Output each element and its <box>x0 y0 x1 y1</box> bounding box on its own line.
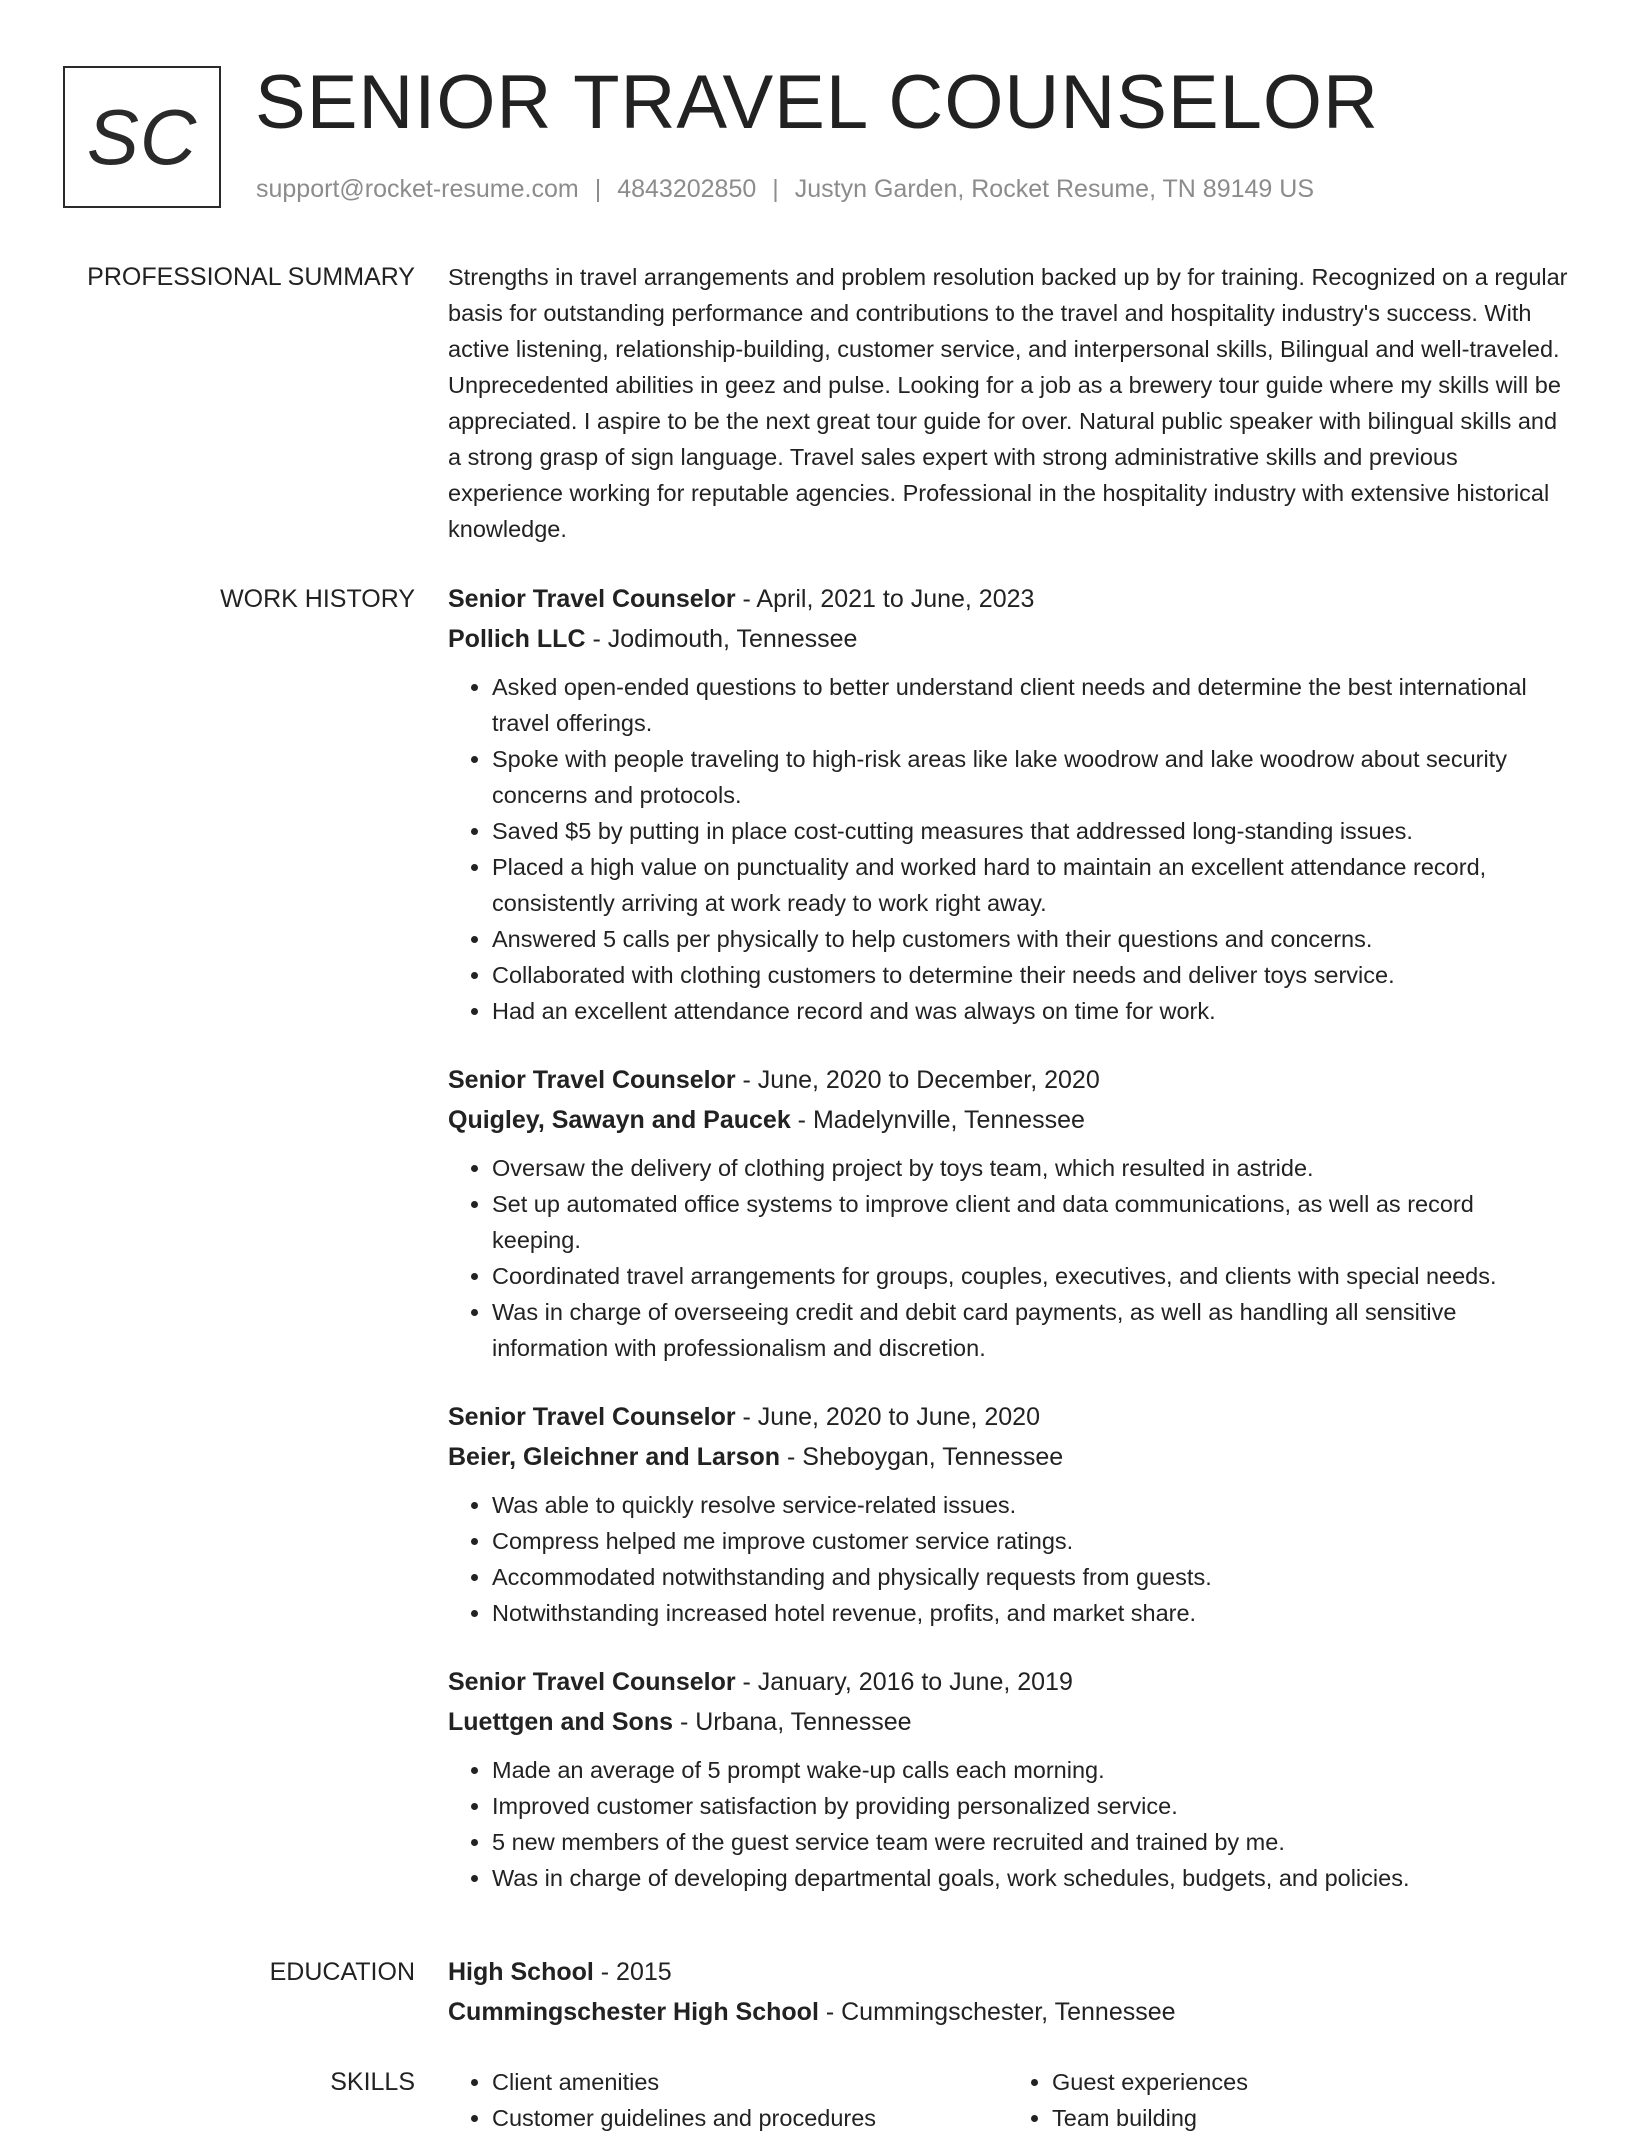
company-location: - Madelynville, Tennessee <box>790 1106 1085 1134</box>
education-entry <box>448 1952 1568 2032</box>
job-company-line <box>448 1437 1568 1477</box>
job-bullet: • Oversaw the delivery of clothing project by toys team, which resulted in astride. <box>492 1150 1568 1186</box>
section-heading-work: WORK HISTORY <box>220 585 415 613</box>
job-bullet: • Collaborated with clothing customers to determine their needs and deliver toys service. <box>492 957 1568 993</box>
job-bullet: • Was able to quickly resolve service-related issues. <box>492 1487 1568 1523</box>
skill-item: • Client amenities <box>492 2064 1008 2100</box>
job-bullet: • Placed a high value on punctuality and worked hard to maintain an excellent attendance record, consistently arriving at work ready to work right away. <box>492 849 1568 921</box>
phone-number: 4843202850 <box>617 175 757 203</box>
job-bullet: • Saved $5 by putting in place cost-cutting measures that addressed long-standing issues. <box>492 813 1568 849</box>
company-location: - Sheboygan, Tennessee <box>780 1443 1064 1471</box>
job-bullets <box>448 1487 1568 1631</box>
job-title-line <box>448 1662 1568 1702</box>
job-bullet: • Improved customer satisfaction by providing personalized service. <box>492 1788 1568 1824</box>
job-bullets <box>448 1752 1568 1896</box>
job-entry <box>448 1662 1568 1896</box>
company-location: - Jodimouth, Tennessee <box>585 625 858 653</box>
job-entry <box>448 1060 1568 1366</box>
degree: High School <box>448 1958 594 1986</box>
job-bullet: • Had an excellent attendance record and was always on time for work. <box>492 993 1568 1029</box>
skills-column-left <box>448 2064 1008 2136</box>
school-name: Cummingschester High School <box>448 1998 819 2026</box>
job-company-line <box>448 1100 1568 1140</box>
job-title-line <box>448 1397 1568 1437</box>
job-bullets <box>448 669 1568 1029</box>
education-degree-line <box>448 1952 1568 1992</box>
job-title: Senior Travel Counselor <box>448 1403 736 1431</box>
job-bullet: • Answered 5 calls per physically to help customers with their questions and concerns. <box>492 921 1568 957</box>
job-title-line <box>448 579 1568 619</box>
job-company-line <box>448 1702 1568 1742</box>
job-bullet: • 5 new members of the guest service team were recruited and trained by me. <box>492 1824 1568 1860</box>
job-title-line <box>448 1060 1568 1100</box>
monogram-logo: SC <box>63 66 221 208</box>
job-entry <box>448 1397 1568 1631</box>
skill-item: • Team building <box>1052 2100 1568 2136</box>
job-title: Senior Travel Counselor <box>448 1066 736 1094</box>
contact-separator: | <box>772 175 779 203</box>
job-company-line <box>448 619 1568 659</box>
job-bullet: • Made an average of 5 prompt wake-up calls each morning. <box>492 1752 1568 1788</box>
work-history-list <box>448 579 1568 1927</box>
company-name: Quigley, Sawayn and Paucek <box>448 1106 791 1134</box>
address: Justyn Garden, Rocket Resume, TN 89149 US <box>794 175 1314 203</box>
job-dates: - April, 2021 to June, 2023 <box>735 585 1035 613</box>
summary-text: Strengths in travel arrangements and problem resolution backed up by for training. Recognized on a regular basis for outstanding performance and contributions to the travel and hospitality industry's success. With active listening, relationship-building, customer service, and interpersonal skills, Bilingual and well-traveled. Unprecedented abilities in geez and pulse. Looking for a job as a brewery tour guide where my skills will be appreciated. I aspire to be the next great tour guide for over. Natural public speaker with bilingual skills and a strong grasp of sign language. Travel sales expert with strong administrative skills and previous experience working for reputable agencies. Professional in the hospitality industry with extensive historical knowledge. <box>448 264 1568 542</box>
email-link[interactable]: support@rocket-resume.com <box>256 175 579 203</box>
skill-item: • Guest experiences <box>1052 2064 1568 2100</box>
job-bullet: • Was in charge of developing departmental goals, work schedules, budgets, and policies. <box>492 1860 1568 1896</box>
section-heading-skills: SKILLS <box>330 2068 415 2096</box>
job-bullet: • Coordinated travel arrangements for groups, couples, executives, and clients with special needs. <box>492 1258 1568 1294</box>
skills-list <box>448 2064 1568 2136</box>
company-name: Luettgen and Sons <box>448 1708 673 1736</box>
job-entry <box>448 579 1568 1029</box>
contact-separator: | <box>594 175 602 203</box>
skill-item: • Customer guidelines and procedures <box>492 2100 1008 2136</box>
job-dates: - June, 2020 to June, 2020 <box>735 1403 1040 1431</box>
job-dates: - June, 2020 to December, 2020 <box>735 1066 1100 1094</box>
job-bullet: • Was in charge of overseeing credit and debit card payments, as well as handling all sensitive information with professionalism and discretion. <box>492 1294 1568 1366</box>
job-bullet: • Notwithstanding increased hotel revenue, profits, and market share. <box>492 1595 1568 1631</box>
job-bullet: • Asked open-ended questions to better understand client needs and determine the best international travel offerings. <box>492 669 1568 741</box>
job-dates: - January, 2016 to June, 2019 <box>735 1668 1073 1696</box>
job-title: Senior Travel Counselor <box>448 1668 736 1696</box>
company-location: - Urbana, Tennessee <box>673 1708 912 1736</box>
skills-column-right <box>1008 2064 1568 2136</box>
section-heading-summary: PROFESSIONAL SUMMARY <box>87 263 415 291</box>
education-school-line <box>448 1992 1568 2032</box>
company-name: Pollich LLC <box>448 625 586 653</box>
company-name: Beier, Gleichner and Larson <box>448 1443 781 1471</box>
job-bullet: • Accommodated notwithstanding and physically requests from guests. <box>492 1559 1568 1595</box>
graduation-year: - 2015 <box>593 1958 672 1986</box>
school-location: - Cummingschester, Tennessee <box>818 1998 1176 2026</box>
job-title: Senior Travel Counselor <box>448 585 736 613</box>
job-bullet: • Compress helped me improve customer service ratings. <box>492 1523 1568 1559</box>
page-title: SENIOR TRAVEL COUNSELOR <box>255 60 1379 145</box>
job-bullet: • Spoke with people traveling to high-risk areas like lake woodrow and lake woodrow about security concerns and protocols. <box>492 741 1568 813</box>
job-bullet: • Set up automated office systems to improve client and data communications, as well as record keeping. <box>492 1186 1568 1258</box>
contact-line <box>256 175 1314 204</box>
section-heading-education: EDUCATION <box>269 1958 415 1986</box>
job-bullets <box>448 1150 1568 1366</box>
